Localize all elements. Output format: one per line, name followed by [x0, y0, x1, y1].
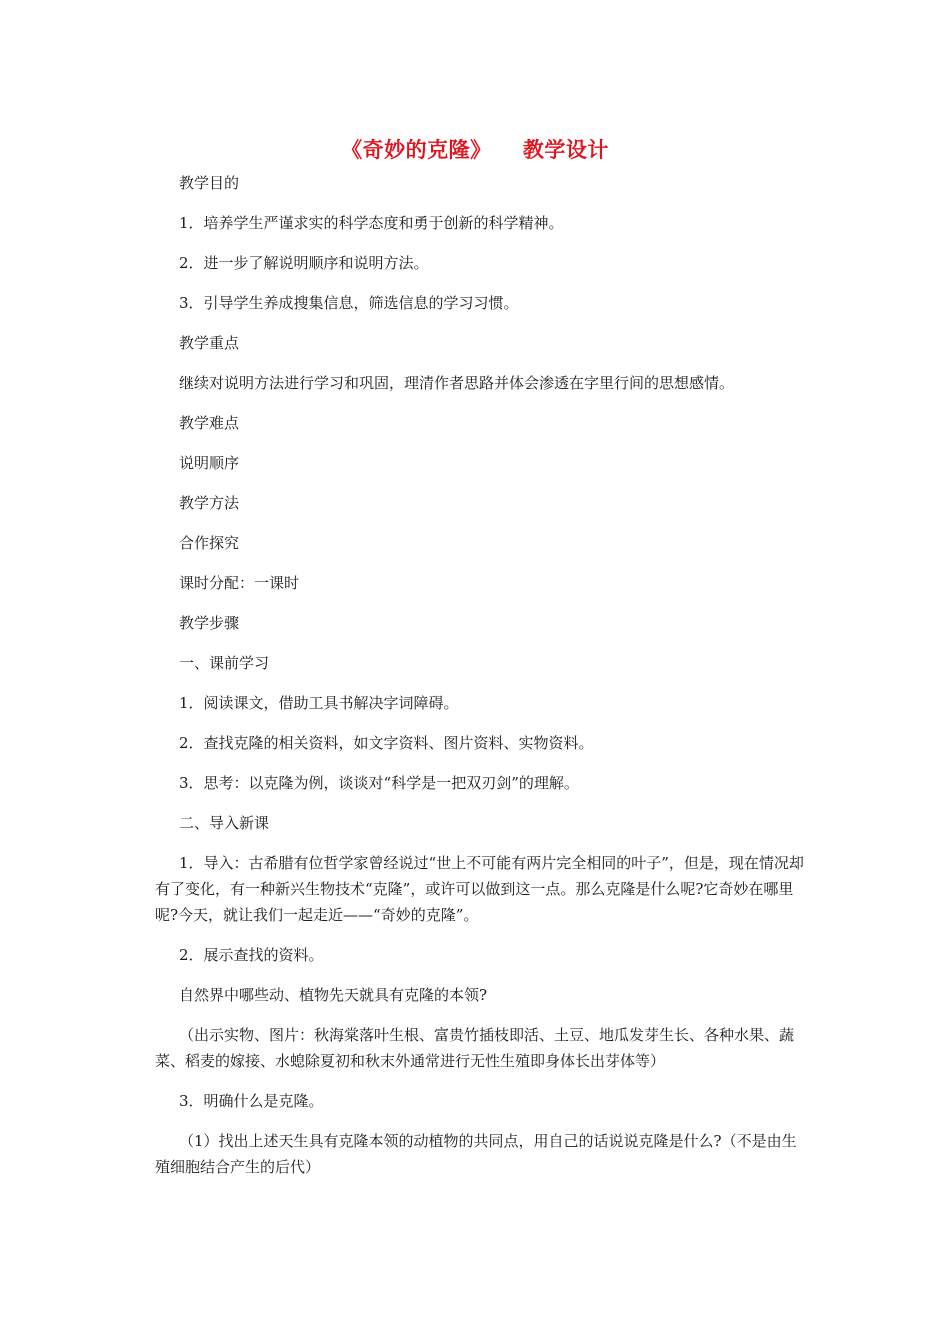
- nature-question: 自然界中哪些动、植物先天就具有克隆的本领?: [179, 986, 488, 1004]
- heading-steps: 教学步骤: [179, 614, 240, 632]
- document-body: [155, 170, 805, 1194]
- section-pre-study: 一、课前学习: [179, 654, 270, 672]
- heading-difficulties: 教学难点: [179, 414, 240, 432]
- show-materials: （出示实物、图片：秋海棠落叶生根、富贵竹插枝即活、土豆、地瓜发芽生长、各种水果、蔬菜、稻麦的嫁接、水螅除夏初和秋末外通常进行无性生殖即身体长出芽体等）: [155, 1026, 795, 1070]
- difficulties-text: 说明顺序: [179, 454, 240, 472]
- pre-study-3: 3．思考：以克隆为例，谈谈对“科学是一把双刃剑”的理解。: [179, 774, 579, 792]
- define-clone: 3．明确什么是克隆。: [179, 1092, 324, 1110]
- pre-study-2: 2．查找克隆的相关资料，如文字资料、图片资料、实物资料。: [179, 734, 594, 752]
- intro-1: 1．导入：古希腊有位哲学家曾经说过“世上不可能有两片完全相同的叶子”，但是，现在情况却有了变化，有一种新兴生物技术“克隆”，或许可以做到这一点。那么克隆是什么呢?它奇妙在哪里呢?今天，就让我们一起走近——“奇妙的克隆”。: [155, 854, 804, 924]
- intro-2: 2．展示查找的资料。: [179, 946, 324, 964]
- section-intro: 二、导入新课: [179, 814, 270, 832]
- goal-3: 3．引导学生养成搜集信息，筛选信息的学习习惯。: [179, 294, 519, 312]
- goal-1: 1．培养学生严谨求实的科学态度和勇于创新的科学精神。: [179, 214, 564, 232]
- define-clone-1: （1）找出上述天生具有克隆本领的动植物的共同点，用自己的话说说克隆是什么?（不是由生殖细胞结合产生的后代）: [155, 1132, 797, 1176]
- heading-key-points: 教学重点: [179, 334, 240, 352]
- class-hours: 课时分配：一课时: [179, 574, 300, 592]
- pre-study-1: 1．阅读课文，借助工具书解决字词障碍。: [179, 694, 459, 712]
- heading-methods: 教学方法: [179, 494, 240, 512]
- document-title: 《奇妙的克隆》 教学设计: [341, 138, 609, 162]
- heading-teaching-goals: 教学目的: [179, 174, 240, 192]
- methods-text: 合作探究: [179, 534, 240, 552]
- key-points-text: 继续对说明方法进行学习和巩固，理清作者思路并体会渗透在字里行间的思想感情。: [179, 374, 735, 392]
- goal-2: 2．进一步了解说明顺序和说明方法。: [179, 254, 429, 272]
